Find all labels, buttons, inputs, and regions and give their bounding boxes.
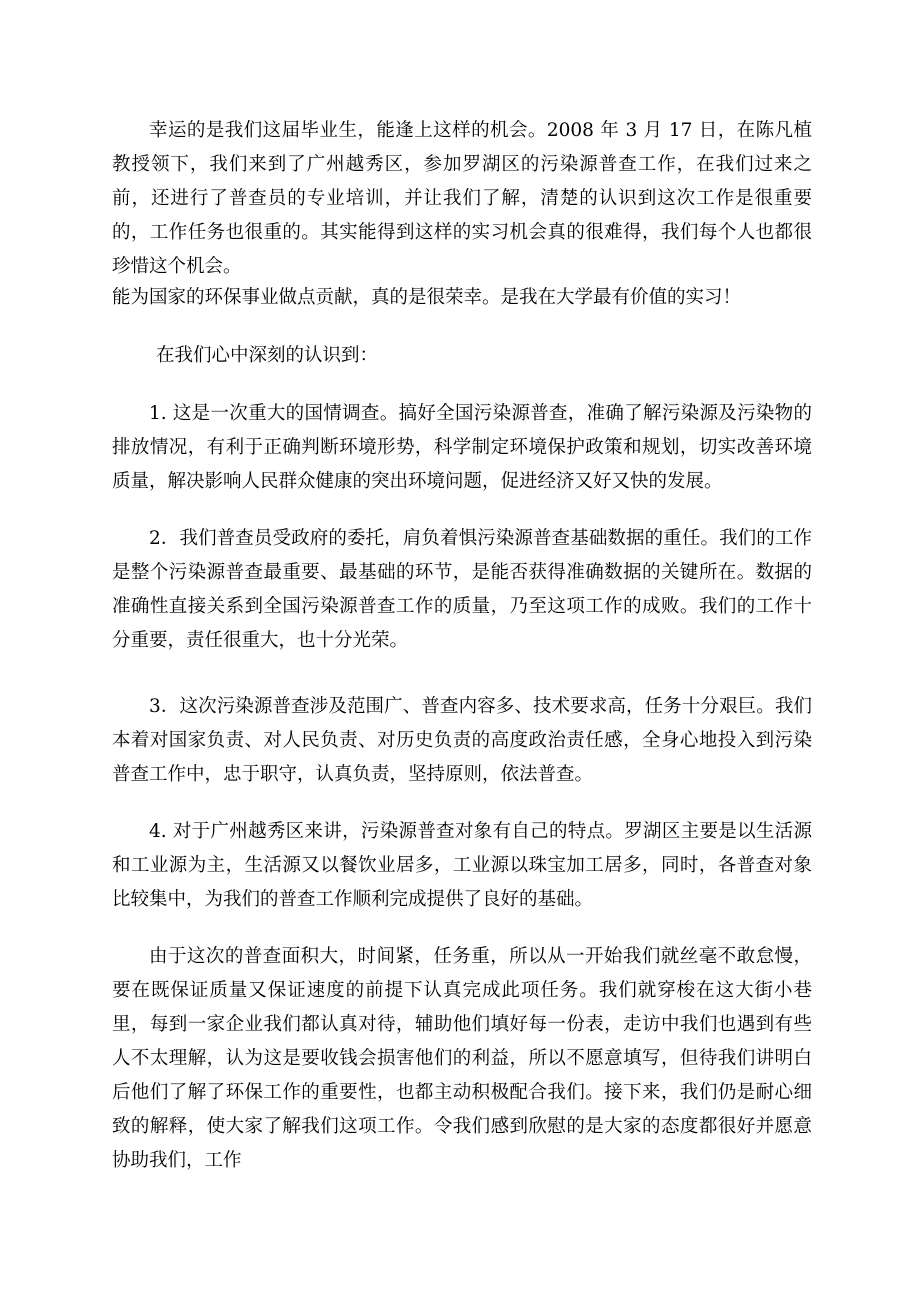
paragraph-point-2: 2．我们普查员受政府的委托，肩负着惧污染源普查基础数据的重任。我们的工作是整个污染源普查最重要、最基础的环节，是能否获得准确数据的关键所在。数据的准确性直接关系到全国污染源普查工作的质量，乃至这项工作的成败。我们的工作十分重要，责任很重大，也十分光荣。	[112, 528, 812, 651]
paragraph-point-1: 1. 这是一次重大的国情调查。搞好全国污染源普查，准确了解污染源及污染物的排放情况，有利于正确判断环境形势，科学制定环境保护政策和规划，切实改善环境质量，解决影响人民群众健康的突出环境问题，促进经济又好又快的发展。	[112, 403, 812, 492]
paragraph-honor: 能为国家的环保事业做点贡献，真的是很荣幸。是我在大学最有价值的实习！	[112, 287, 742, 308]
paragraph-heading-recognition: 在我们心中深刻的认识到：	[156, 345, 379, 366]
paragraph-intro: 幸运的是我们这届毕业生，能逢上这样的机会。2008 年 3 月 17 日，在陈凡植教授领下，我们来到了广州越秀区，参加罗湖区的污染源普查工作，在我们过来之前，还进行了普查员的专业培训，并让我们了解，清楚的认识到这次工作是很重要的，工作任务也很重的。其实能得到这样的实习机会真的很难得，我们每个人也都很珍惜这个机会。	[112, 120, 812, 277]
paragraph-point-3: 3．这次污染源普查涉及范围广、普查内容多、技术要求高，任务十分艰巨。我们本着对国家负责、对人民负责、对历史负责的高度政治责任感，全身心地投入到污染普查工作中，忠于职守，认真负责，坚持原则，依法普查。	[112, 696, 812, 785]
paragraph-survey-work: 由于这次的普查面积大，时间紧，任务重，所以从一开始我们就丝毫不敢怠慢，要在既保证质量又保证速度的前提下认真完成此项任务。我们就穿梭在这大街小巷里，每到一家企业我们都认真对待，辅助他们填好每一份表，走访中我们也遇到有些人不太理解，认为这是要收钱会损害他们的利益，所以不愿意填写，但待我们讲明白后他们了解了环保工作的重要性，也都主动积极配合我们。接下来，我们仍是耐心细致的解释，使大家了解我们这项工作。令我们感到欣慰的是大家的态度都很好并愿意协助我们，工作	[112, 946, 812, 1171]
paragraph-point-4: 4. 对于广州越秀区来讲，污染源普查对象有自己的特点。罗湖区主要是以生活源和工业源为主，生活源又以餐饮业居多，工业源以珠宝加工居多，同时，各普查对象比较集中，为我们的普查工作顺利完成提供了良好的基础。	[112, 821, 812, 910]
